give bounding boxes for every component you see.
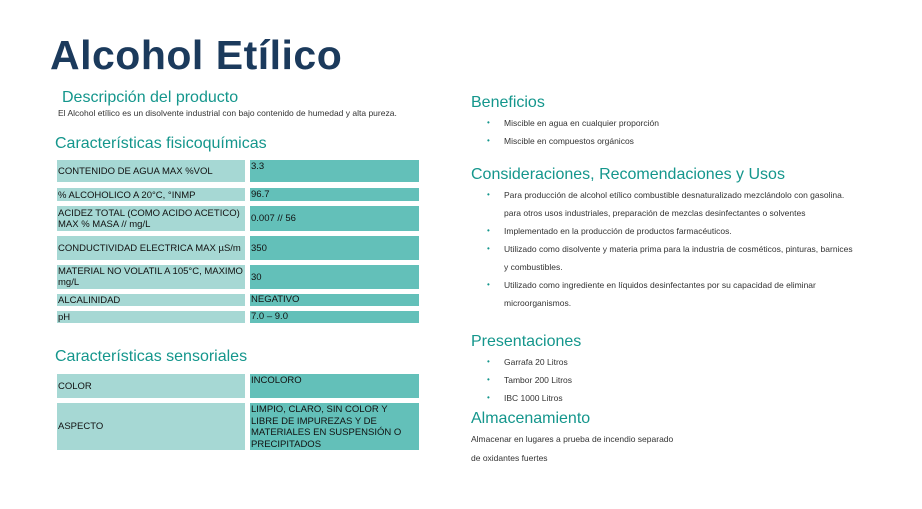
- table-row: [57, 236, 419, 260]
- row-key: MATERIAL NO VOLATIL A 105°C, MAXIMO mg/L: [57, 265, 245, 289]
- row-key: ALCALINIDAD: [57, 294, 245, 306]
- list-item: • Miscible en compuestos orgánicos: [487, 136, 634, 146]
- list-item: • Tambor 200 Litros: [487, 375, 573, 385]
- list-item: • Para producción de alcohol etílico combustible desnaturalizado mezclándolo con gasolina. para otros usos industriales, preparación de mezclas desinfectantes o solventes: [487, 190, 845, 218]
- row-value: INCOLORO: [250, 374, 419, 398]
- fisicoquimicas-heading: Características fisicoquímicas: [55, 135, 267, 152]
- table-row: [57, 374, 419, 398]
- page-title: Alcohol Etílico: [50, 32, 343, 78]
- row-key: ACIDEZ TOTAL (COMO ACIDO ACETICO) MAX % MASA // mg/L: [57, 206, 245, 231]
- row-value: 350: [250, 236, 419, 260]
- table-row: [57, 206, 419, 231]
- presentaciones-heading: Presentaciones: [471, 333, 582, 350]
- descripcion-text: El Alcohol etílico es un disolvente industrial con bajo contenido de humedad y alta pureza.: [58, 108, 397, 118]
- descripcion-heading: Descripción del producto: [62, 89, 239, 106]
- row-key: % ALCOHOLICO A 20°C, °INMP: [57, 188, 245, 201]
- list-item: • IBC 1000 Litros: [487, 393, 563, 403]
- row-key: COLOR: [57, 374, 245, 398]
- beneficios-heading: Beneficios: [471, 94, 545, 111]
- row-value: 96.7: [250, 188, 419, 201]
- list-item: • Implementado en la producción de productos farmacéuticos.: [487, 226, 732, 236]
- table-row: [57, 403, 419, 450]
- presentaciones-list: [471, 353, 572, 407]
- table-row: [57, 311, 419, 323]
- list-item: • Miscible en agua en cualquier proporción: [487, 118, 659, 128]
- row-key: pH: [57, 311, 245, 323]
- row-value: 0.007 // 56: [250, 206, 419, 231]
- beneficios-list: [471, 114, 659, 150]
- row-value: 7.0 – 9.0: [250, 311, 419, 323]
- row-value: NEGATIVO: [250, 294, 419, 306]
- row-value: LIMPIO, CLARO, SIN COLOR Y LIBRE DE IMPUREZAS Y DE MATERIALES EN SUSPENSIÓN O PRECIPITADOS: [250, 403, 419, 450]
- table-row: [57, 160, 419, 182]
- row-value: 30: [250, 265, 419, 289]
- list-item: • Garrafa 20 Litros: [487, 357, 568, 367]
- list-item: • Utilizado como ingrediente en líquidos desinfectantes por su capacidad de eliminar microorganismos.: [487, 280, 816, 308]
- row-value: 3.3: [250, 160, 419, 182]
- list-item: • Utilizado como disolvente y materia prima para la industria de cosméticos, pinturas, barnices y combustibles.: [487, 244, 853, 272]
- table-row: [57, 188, 419, 201]
- row-key: CONDUCTIVIDAD ELECTRICA MAX µS/m: [57, 236, 245, 260]
- sensoriales-heading: Características sensoriales: [55, 348, 248, 365]
- consideraciones-list: [471, 186, 853, 312]
- almacenamiento-line2: de oxidantes fuertes: [471, 453, 548, 463]
- consideraciones-heading: Consideraciones, Recomendaciones y Usos: [471, 166, 785, 183]
- almacenamiento-line1: Almacenar en lugares a prueba de incendio separado: [471, 434, 674, 444]
- table-row: [57, 294, 419, 306]
- row-key: CONTENIDO DE AGUA MAX %VOL: [57, 160, 245, 182]
- almacenamiento-heading: Almacenamiento: [471, 410, 591, 427]
- table-row: [57, 265, 419, 289]
- row-key: ASPECTO: [57, 403, 245, 450]
